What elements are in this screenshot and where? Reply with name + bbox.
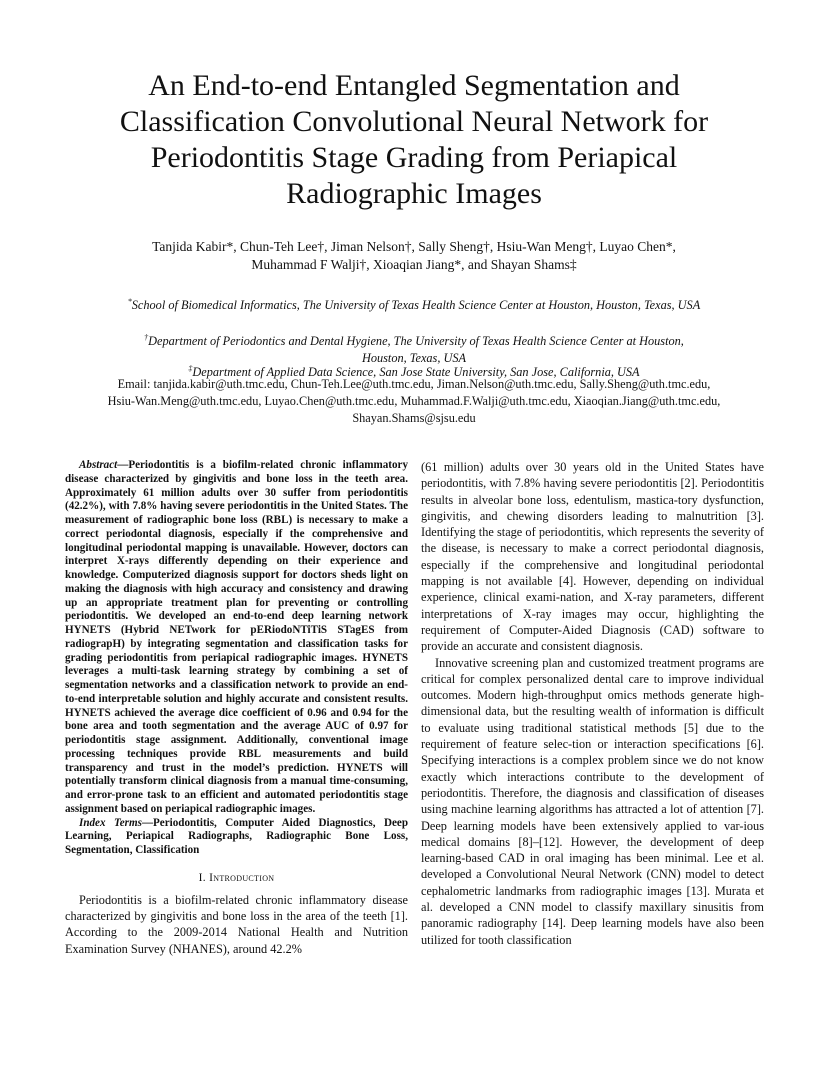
abstract: [65, 459, 408, 817]
left-column: [65, 459, 408, 957]
affiliation-mark: †: [144, 333, 149, 342]
author-line: Muhammad F Walji†, Xioaqian Jiang*, and Shayan Shams‡: [251, 257, 577, 272]
section-title: Introduction: [209, 871, 275, 884]
body-paragraph: Innovative screening plan and customized treatment programs are critical for complex personalized dental care to improve individual outcomes. Modern high-throughput omics methods generate high-dimensional data, but the resulting wealth of information is difficult to evaluate using traditional statistical methods [5] due to the requirement of feature selec-tion or interaction specifications [6]. Specifying interactions is a complex problem since we do not know exactly which interactions contribute to the development of periodontitis. Therefore, the diagnosis and classification of diseases using machine learning algorithms has attracted a lot of attention [7]. Deep learning models have been extensively applied to var-ious medical domains [8]–[12]. However, the development of deep learning-based CAD in oral imaging has been minimal. Lee et al. developed a Convolutional Neural Network (CNN) model to detect cephalometric landmarks from radiographic images [13]. Murata et al. developed a CNN model to classify maxillary sinusitis from panoramic radiography [14]. Deep learning models have also been utilized for tooth classification: [421, 655, 764, 947]
affiliation-text: Houston, Texas, USA: [361, 351, 467, 366]
affiliation-text: School of Biomedical Informatics, The University of Texas Health Science Center at Houston, Houston, Texas, USA: [131, 298, 701, 313]
email-line: Email: tanjida.kabir@uth.tmc.edu, Chun-Teh.Lee@uth.tmc.edu, Jiman.Nelson@uth.tmc.edu, Sally.Sheng@uth.tmc.edu,: [117, 377, 711, 391]
right-column: [421, 459, 764, 948]
title-line: Classification Convolutional Neural Network for: [119, 105, 709, 138]
section-number: I.: [198, 871, 206, 884]
index-terms-text: —Periodontitis, Computer Aided Diagnostics, Deep Learning, Periapical Radiographs, Radiographic Bone Loss, Segmentation, Classification: [65, 816, 408, 856]
affiliation-mark: ‡: [188, 364, 193, 373]
intro-paragraph: Periodontitis is a biofilm-related chronic inflammatory disease characterized by gingivitis and bone loss in the area of the teeth [1]. According to the 2009-2014 National Health and Nutrition Examination Survey (NHANES), around 42.2%: [65, 892, 408, 956]
affiliation-mark: *: [127, 297, 132, 306]
section-heading-introduction: [65, 872, 408, 884]
email-line: Hsiu-Wan.Meng@uth.tmc.edu, Luyao.Chen@uth.tmc.edu, Muhammad.F.Walji@uth.tmc.edu, Xiaoqian.Jiang@uth.tmc.edu,: [107, 394, 721, 408]
author-list: [60, 238, 768, 274]
index-terms-lead: Index Terms: [79, 816, 142, 829]
email-line: Shayan.Shams@sjsu.edu: [352, 411, 476, 425]
title-line: An End-to-end Entangled Segmentation and: [148, 69, 680, 102]
index-terms: [65, 817, 408, 858]
abstract-text: —Periodontitis is a biofilm-related chronic inflammatory disease characterized by gingivitis and bone loss in the teeth area. Approximately 61 million adults over 30 suffer from periodontitis (42.2%), with 7.8% having severe periodontitis in the United States. The measurement of radiographic bone loss (RBL) is necessary to make a correct periodontal diagnosis, especially if the comprehensive and longitudinal periodontal mapping is unavailable. However, doctors can interpret X-rays differently depending on their experience and knowledge. Computerized diagnosis support for doctors sheds light on making the diagnosis with high accuracy and consistency and drawing up an appropriate treatment plan for preventing or controlling periodontitis. We developed an end-to-end deep learning network HYNETS (Hybrid NETwork for pERiodoNTiTiS STagES from radiograpH) by integrating segmentation and classification tasks for grading periodontitis from periapical radiographic images. HYNETS leverages a multi-task learning strategy by combining a set of segmentation networks and a classification network to provide an end-to-end interpretable solution and highly accurate and consistent results. HYNETS achieved the average dice coefficient of 0.96 and 0.94 for the bone area and tooth segmentation and the average AUC of 0.97 for periodontitis stage assignment. Additionally, conventional image processing techniques provide RBL measurements and build transparency and trust in the model’s prediction. HYNETS will potentially transform clinical diagnosis from a manual time-consuming, and error-prone task to an efficient and automated periodontitis stage assignment based on periapical radiographic images.: [65, 459, 408, 815]
paper-title: [70, 68, 758, 212]
affiliation-text: Department of Periodontics and Dental Hygiene, The University of Texas Health Science Center at Houston,: [148, 334, 684, 349]
abstract-lead: Abstract: [79, 459, 118, 471]
email-block: [40, 376, 788, 427]
affiliation-text: Department of Applied Data Science, San Jose State University, San Jose, California, USA: [192, 365, 640, 380]
body-paragraph: (61 million) adults over 30 years old in the United States have periodontitis, with 7.8% having severe periodontitis [2]. Periodontitis results in alveolar bone loss, edentulism, mastica-tory dysfunction, gingivitis, and chewing disorders leading to malnutrition [3]. Identifying the stage of periodontitis, which represents the severity of the disease, is necessary to make a correct periodontal diagnosis, especially if the comprehensive and longitudinal periodontal mapping is not available [4]. However, depending on individual experience, clinical exami-nation, and X-ray parameters, different interpretations of X-ray images may occur, highlighting the requirement of Computer-Aided Diagnosis (CAD) software to provide an accurate and consistent diagnosis.: [421, 460, 764, 654]
affiliation-1: [40, 293, 788, 314]
title-line: Periodontitis Stage Grading from Periapical: [150, 141, 678, 174]
title-line: Radiographic Images: [286, 177, 542, 210]
author-line: Tanjida Kabir*, Chun-Teh Lee†, Jiman Nelson†, Sally Sheng†, Hsiu-Wan Meng†, Luyao Chen*,: [152, 239, 676, 254]
